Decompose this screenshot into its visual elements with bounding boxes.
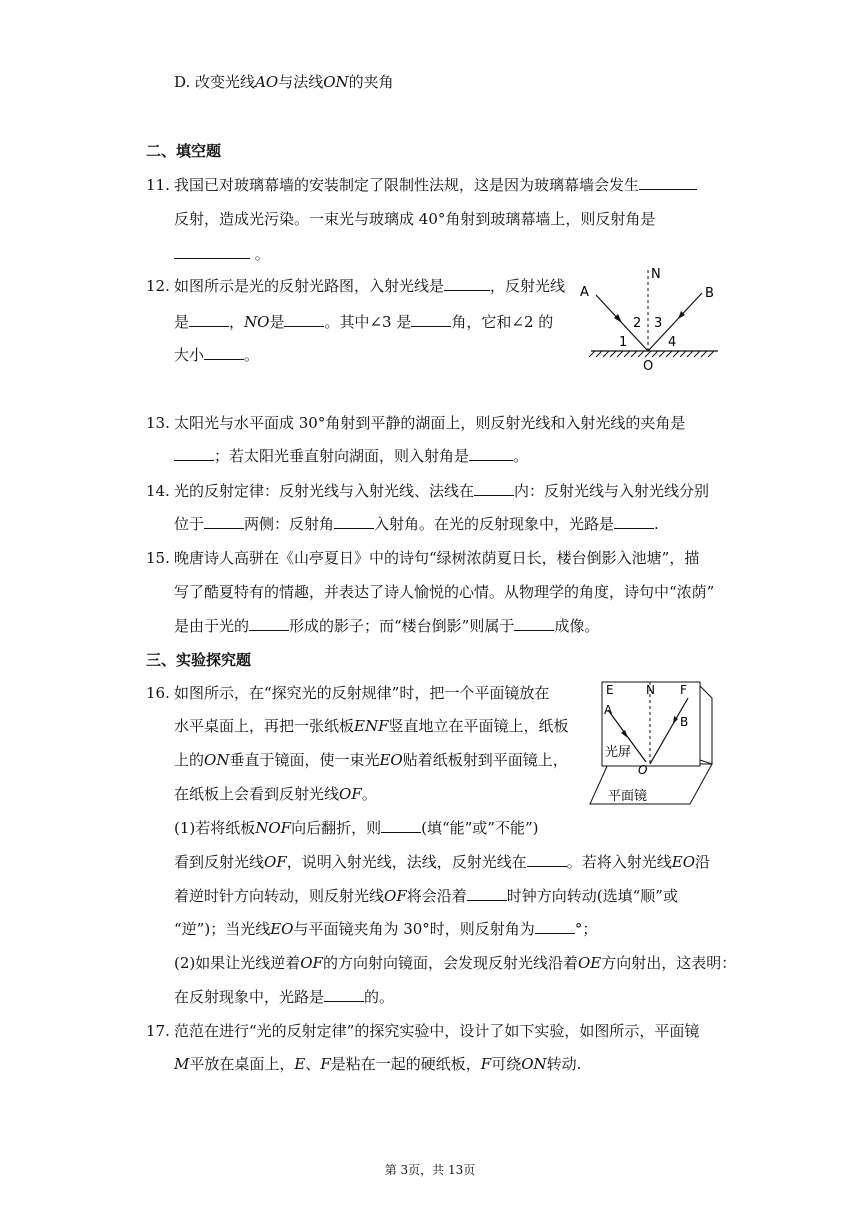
- label-N: N: [646, 683, 655, 697]
- question-text: 在反射现象中，光路是 的。: [174, 988, 395, 1006]
- question-text: 反射，造成光污染。一束光与玻璃成 40°角射到玻璃幕墙上，则反射角是: [174, 210, 656, 228]
- label-O: O: [643, 359, 654, 374]
- folded-board-F: [700, 686, 712, 764]
- question-text: 如图所示，在“探究光的反射规律”时，把一个平面镜放在: [174, 684, 550, 702]
- question-text: 。: [174, 244, 270, 264]
- answer-blank[interactable]: [284, 312, 324, 327]
- question-text: 太阳光与水平面成 30°角射到平静的湖面上，则反射光线和入射光线的夹角是: [174, 414, 686, 432]
- page-footer: 第 3页，共 13页: [384, 1163, 476, 1177]
- question-text: 我国已对玻璃幕墙的安装制定了限制性法规，这是因为玻璃幕墙会发生: [174, 175, 697, 195]
- question-text: 着逆时针方向转动，则反射光线OF将会沿着 时钟方向转动(选填“顺”或: [174, 887, 678, 905]
- question-text: 上的ON垂直于镜面，使一束光EO贴着纸板射到平面镜上，: [174, 751, 568, 769]
- answer-blank[interactable]: [527, 852, 567, 867]
- question-text: 如图所示是光的反射光路图，入射光线是 ，反射光线: [174, 277, 566, 295]
- section-heading-fill-blank: 二、填空题: [146, 142, 222, 160]
- answer-blank[interactable]: [174, 244, 250, 259]
- answer-blank[interactable]: [469, 446, 513, 461]
- label-N: N: [651, 267, 661, 282]
- angle-1-label: 1: [619, 335, 628, 350]
- answer-blank[interactable]: [639, 175, 697, 190]
- question-text: 晚唐诗人高骈在《山亭夏日》中的诗句“绿树浓荫夏日长，楼台倒影入池塘”，描: [174, 549, 700, 567]
- angle-3-label: 3: [654, 316, 663, 331]
- question-number: 11.: [146, 176, 170, 194]
- question-text: 范范在进行“光的反射定律”的探究实验中，设计了如下实验，如图所示，平面镜: [174, 1022, 700, 1040]
- question-text: 在纸板上会看到反射光线OF。: [174, 785, 377, 803]
- answer-blank[interactable]: [334, 514, 374, 529]
- question-text: M平放在桌面上，E、F是粘在一起的硬纸板，F可绕ON转动.: [174, 1055, 582, 1073]
- label-A: A: [580, 285, 589, 300]
- question-text: 大小 。: [174, 346, 260, 364]
- answer-blank[interactable]: [444, 276, 490, 291]
- label-B: B: [680, 715, 689, 729]
- answer-blank[interactable]: [411, 312, 451, 327]
- section-heading-experiment: 三、实验探究题: [146, 651, 252, 669]
- label-O: O: [638, 763, 648, 777]
- label-screen: 光屏: [605, 745, 632, 760]
- angle-2-label: 2: [633, 316, 642, 331]
- question-text: “逆”)；当光线EO与平面镜夹角为 30°时，则反射角为 °；: [174, 920, 598, 938]
- question-text: 位于 两侧：反射角 入射角。在光的反射现象中，光路是 .: [174, 515, 659, 533]
- question-number: 14.: [146, 482, 170, 500]
- label-E: E: [606, 683, 614, 697]
- answer-blank[interactable]: [514, 616, 554, 631]
- answer-blank[interactable]: [324, 987, 364, 1002]
- option-d: D. 改变光线AO与法线ON的夹角: [174, 73, 394, 91]
- angle-4-label: 4: [668, 335, 677, 350]
- reflection-diagram: [574, 262, 726, 374]
- question-text: (2)如果让光线逆着OF的方向射向镜面，会发现反射光线沿着OE方向射出，这表明：: [174, 954, 737, 972]
- answer-blank[interactable]: [467, 886, 507, 901]
- question-text: 水平桌面上，再把一张纸板ENF竖直地立在平面镜上，纸板: [174, 717, 569, 735]
- answer-blank[interactable]: [204, 345, 244, 360]
- question-number: 16.: [146, 684, 170, 702]
- answer-blank[interactable]: [614, 514, 654, 529]
- question-text: (1)若将纸板NOF向后翻折，则 (填“能”或”不能”): [174, 819, 539, 837]
- label-F: F: [680, 683, 687, 697]
- question-text: 是 ，NO是 。其中∠3 是 角，它和∠2 的: [174, 313, 554, 331]
- answer-blank[interactable]: [204, 514, 244, 529]
- answer-blank[interactable]: [249, 616, 289, 631]
- question-text: ；若太阳光垂直射向湖面，则入射角是 。: [174, 446, 528, 466]
- answer-blank[interactable]: [474, 481, 514, 496]
- question-number: 17.: [146, 1022, 170, 1040]
- answer-blank[interactable]: [535, 919, 575, 934]
- question-text: 看到反射光线OF，说明入射光线，法线，反射光线在 。若将入射光线EO沿: [174, 853, 711, 871]
- label-B: B: [705, 286, 714, 301]
- reflection-experiment-diagram: [588, 676, 722, 810]
- mirror-hatching: [589, 351, 714, 357]
- question-text: 光的反射定律：反射光线与入射光线、法线在 内：反射光线与入射光线分别: [174, 482, 710, 500]
- answer-blank[interactable]: [174, 446, 214, 461]
- question-number: 12.: [146, 277, 170, 295]
- question-number: 15.: [146, 549, 170, 567]
- label-plane-mirror: 平面镜: [608, 789, 648, 804]
- label-A: A: [604, 703, 613, 717]
- answer-blank[interactable]: [381, 818, 421, 833]
- question-text: 写了酷夏特有的情趣，并表达了诗人愉悦的心情。从物理学的角度，诗句中“浓荫”: [174, 583, 715, 601]
- question-number: 13.: [146, 414, 170, 432]
- question-text: 是由于光的 形成的影子；而“楼台倒影”则属于 成像。: [174, 617, 600, 635]
- answer-blank[interactable]: [189, 312, 229, 327]
